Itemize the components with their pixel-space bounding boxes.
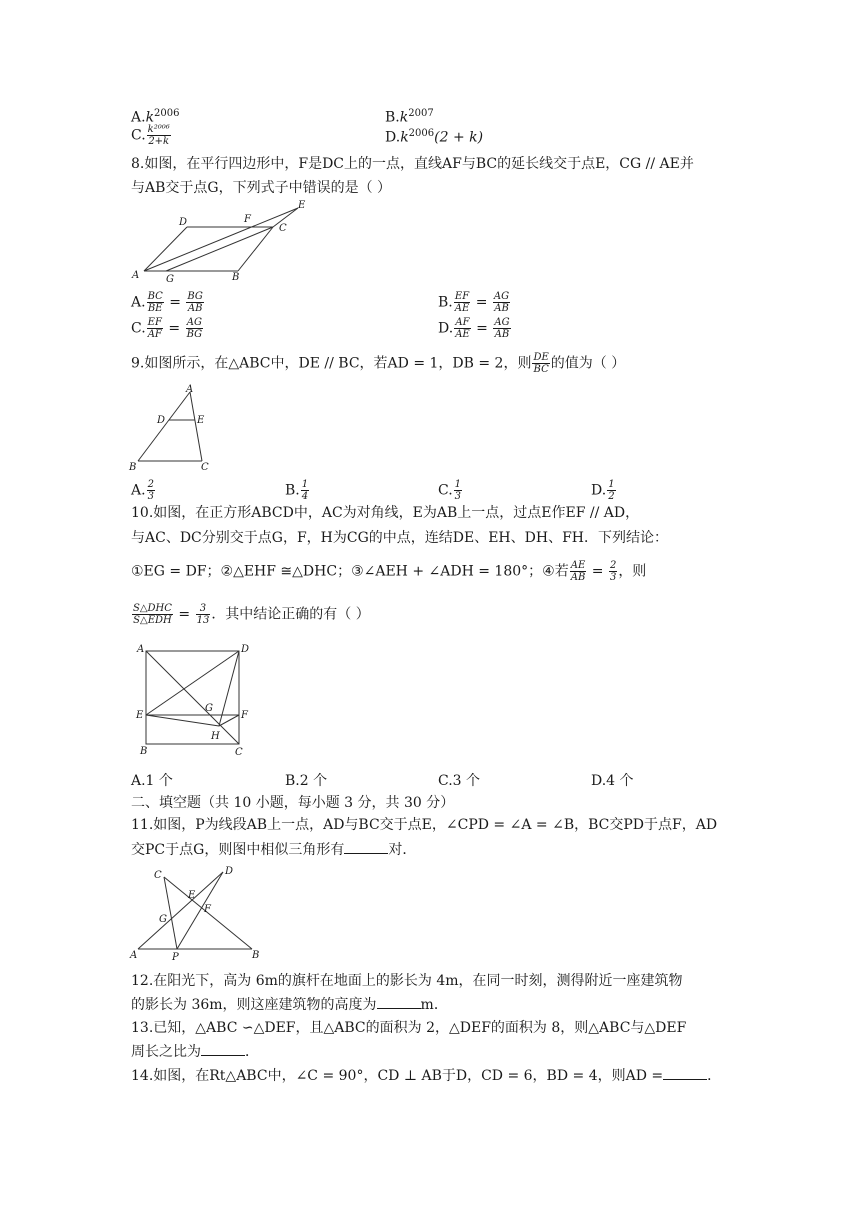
q8-stem-line1: 8.如图，在平行四边形中，F是DC上的一点，直线AF与BC的延长线交于点E，CG // AE并 [131,156,694,172]
q9-label-b: B [129,462,137,473]
q10-stem-line3: ①EG = DF；②△EHF ≅△DHC；③∠AEH + ∠ADH = 180°；④若 $\frac{AE}{AB}$ = $\frac{2}{3}$ ，则 [131,560,647,583]
q8-label-c: C [279,223,287,234]
q11-answer-blank[interactable] [344,841,388,854]
q7-option-a: $A.k^{2006}$ [131,108,180,126]
q9-option-c: C. $\frac{1}{3}$ [438,479,462,502]
q10-option-c: C.3 个 [438,773,481,789]
q10-label-c: C [235,747,243,758]
q9-option-b: B. $\frac{1}{4}$ [285,479,309,502]
q11-label-b: B [252,950,260,961]
q8-option-c: C. $\frac{EF}{AF}$ = $\frac{AG}{BG}$ [131,317,203,340]
q7-option-c: C. $\frac{\text{k²⁰⁰⁶}}{2+k}$ [131,124,170,147]
q10-option-d: D.4 个 [591,773,634,789]
q8-label-g: G [166,274,174,285]
q8-option-a: A. $\frac{BC}{BE}$ = $\frac{BG}{AB}$ [131,291,203,314]
q9-triangle-figure [126,382,226,474]
q13-stem-line2: 周长之比为 ． [131,1044,259,1060]
q12-stem-line2: 的影长为 36m，则这座建筑物的高度为 m． [131,997,448,1013]
section-2-heading: 二、填空题（共 10 小题，每小题 3 分，共 30 分） [131,795,455,811]
q9-stem: 9.如图所示，在△ABC中，DE // BC，若AD = 1，DB = 2，则 $\frac{DE}{BC}$ 的值为（ ） [131,352,626,375]
q10-label-a: A [137,644,145,655]
q10-stem-line1: 10.如图，在正方形ABCD中，AC为对角线，E为AB上一点，过点E作EF // AD， [131,505,640,521]
q9-option-d: D. $\frac{1}{2}$ [591,479,615,502]
q11-label-a: A [130,950,138,961]
q12-answer-blank[interactable] [377,996,421,1009]
q10-label-e: E [136,710,144,721]
q10-label-d: D [241,644,250,655]
q8-label-b: B [232,272,240,283]
q14-answer-blank[interactable] [663,1067,707,1080]
q11-label-e: E [188,890,196,901]
q12-stem-line1: 12.在阳光下，高为 6m的旗杆在地面上的影长为 4m，在同一时刻，测得附近一座建筑物 [131,973,683,989]
q11-label-c: C [154,870,162,881]
q14-stem: 14.如图，在Rt△ABC中，∠C = 90°，CD ⊥ AB于D，CD = 6，BD = 4，则AD = ． [131,1068,722,1084]
q11-label-d: D [225,866,234,877]
q9-label-a: A [186,384,194,395]
q11-label-f: F [204,904,211,915]
q10-label-f: F [241,710,248,721]
q7-option-d: $D.k^{2006}(2 + k)$ [385,128,484,146]
q8-option-b: B. $\frac{EF}{AE}$ = $\frac{AG}{AB}$ [438,291,510,314]
q8-option-d: D. $\frac{AF}{AE}$ = $\frac{AG}{AB}$ [438,317,510,340]
q11-label-p: P [172,952,179,962]
q10-stem-line2: 与AC、DC分别交于点G，F，H为CG的中点，连结DE、EH、DH、FH．下列结论： [131,530,668,546]
q11-figure [128,862,268,962]
q10-label-b: B [140,746,148,757]
q8-stem-line2: 与AB交于点G，下列式子中错误的是（ ） [131,180,392,196]
q10-option-a: A.1 个 [131,773,173,789]
q9-label-c: C [201,462,209,473]
q8-label-d: D [179,217,188,228]
q9-option-a: A. $\frac{2}{3}$ [131,479,154,502]
q8-label-a: A [132,270,140,281]
q11-stem-line1: 11.如图，P为线段AB上一点，AD与BC交于点E，∠CPD = ∠A = ∠B，BC交PD于点F，AD [131,817,718,833]
q9-label-e: E [197,415,205,426]
q10-stem-line4: $\frac{\text{S△DHC}}{\text{S△EDH}}$ = $\frac{3}{13}$ ．其中结论正确的有（ ） [133,603,370,626]
q9-label-d: D [157,415,166,426]
q7-option-b: $B.k^{2007}$ [385,108,434,126]
q13-answer-blank[interactable] [201,1043,245,1056]
q8-label-e: E [298,200,306,211]
q10-label-g: G [205,703,213,714]
q13-stem-line1: 13.已知，△ABC ∽△DEF，且△ABC的面积为 2，△DEF的面积为 8，则△ABC与△DEF [131,1020,687,1036]
q10-option-b: B.2 个 [285,773,328,789]
q10-label-h: H [211,731,220,742]
q11-label-g: G [159,914,167,925]
q8-parallelogram-figure [128,198,328,286]
q10-square-figure [128,642,256,760]
q11-stem-line2: 交PC于点G，则图中相似三角形有 对． [131,842,417,858]
q8-label-f: F [244,214,251,225]
